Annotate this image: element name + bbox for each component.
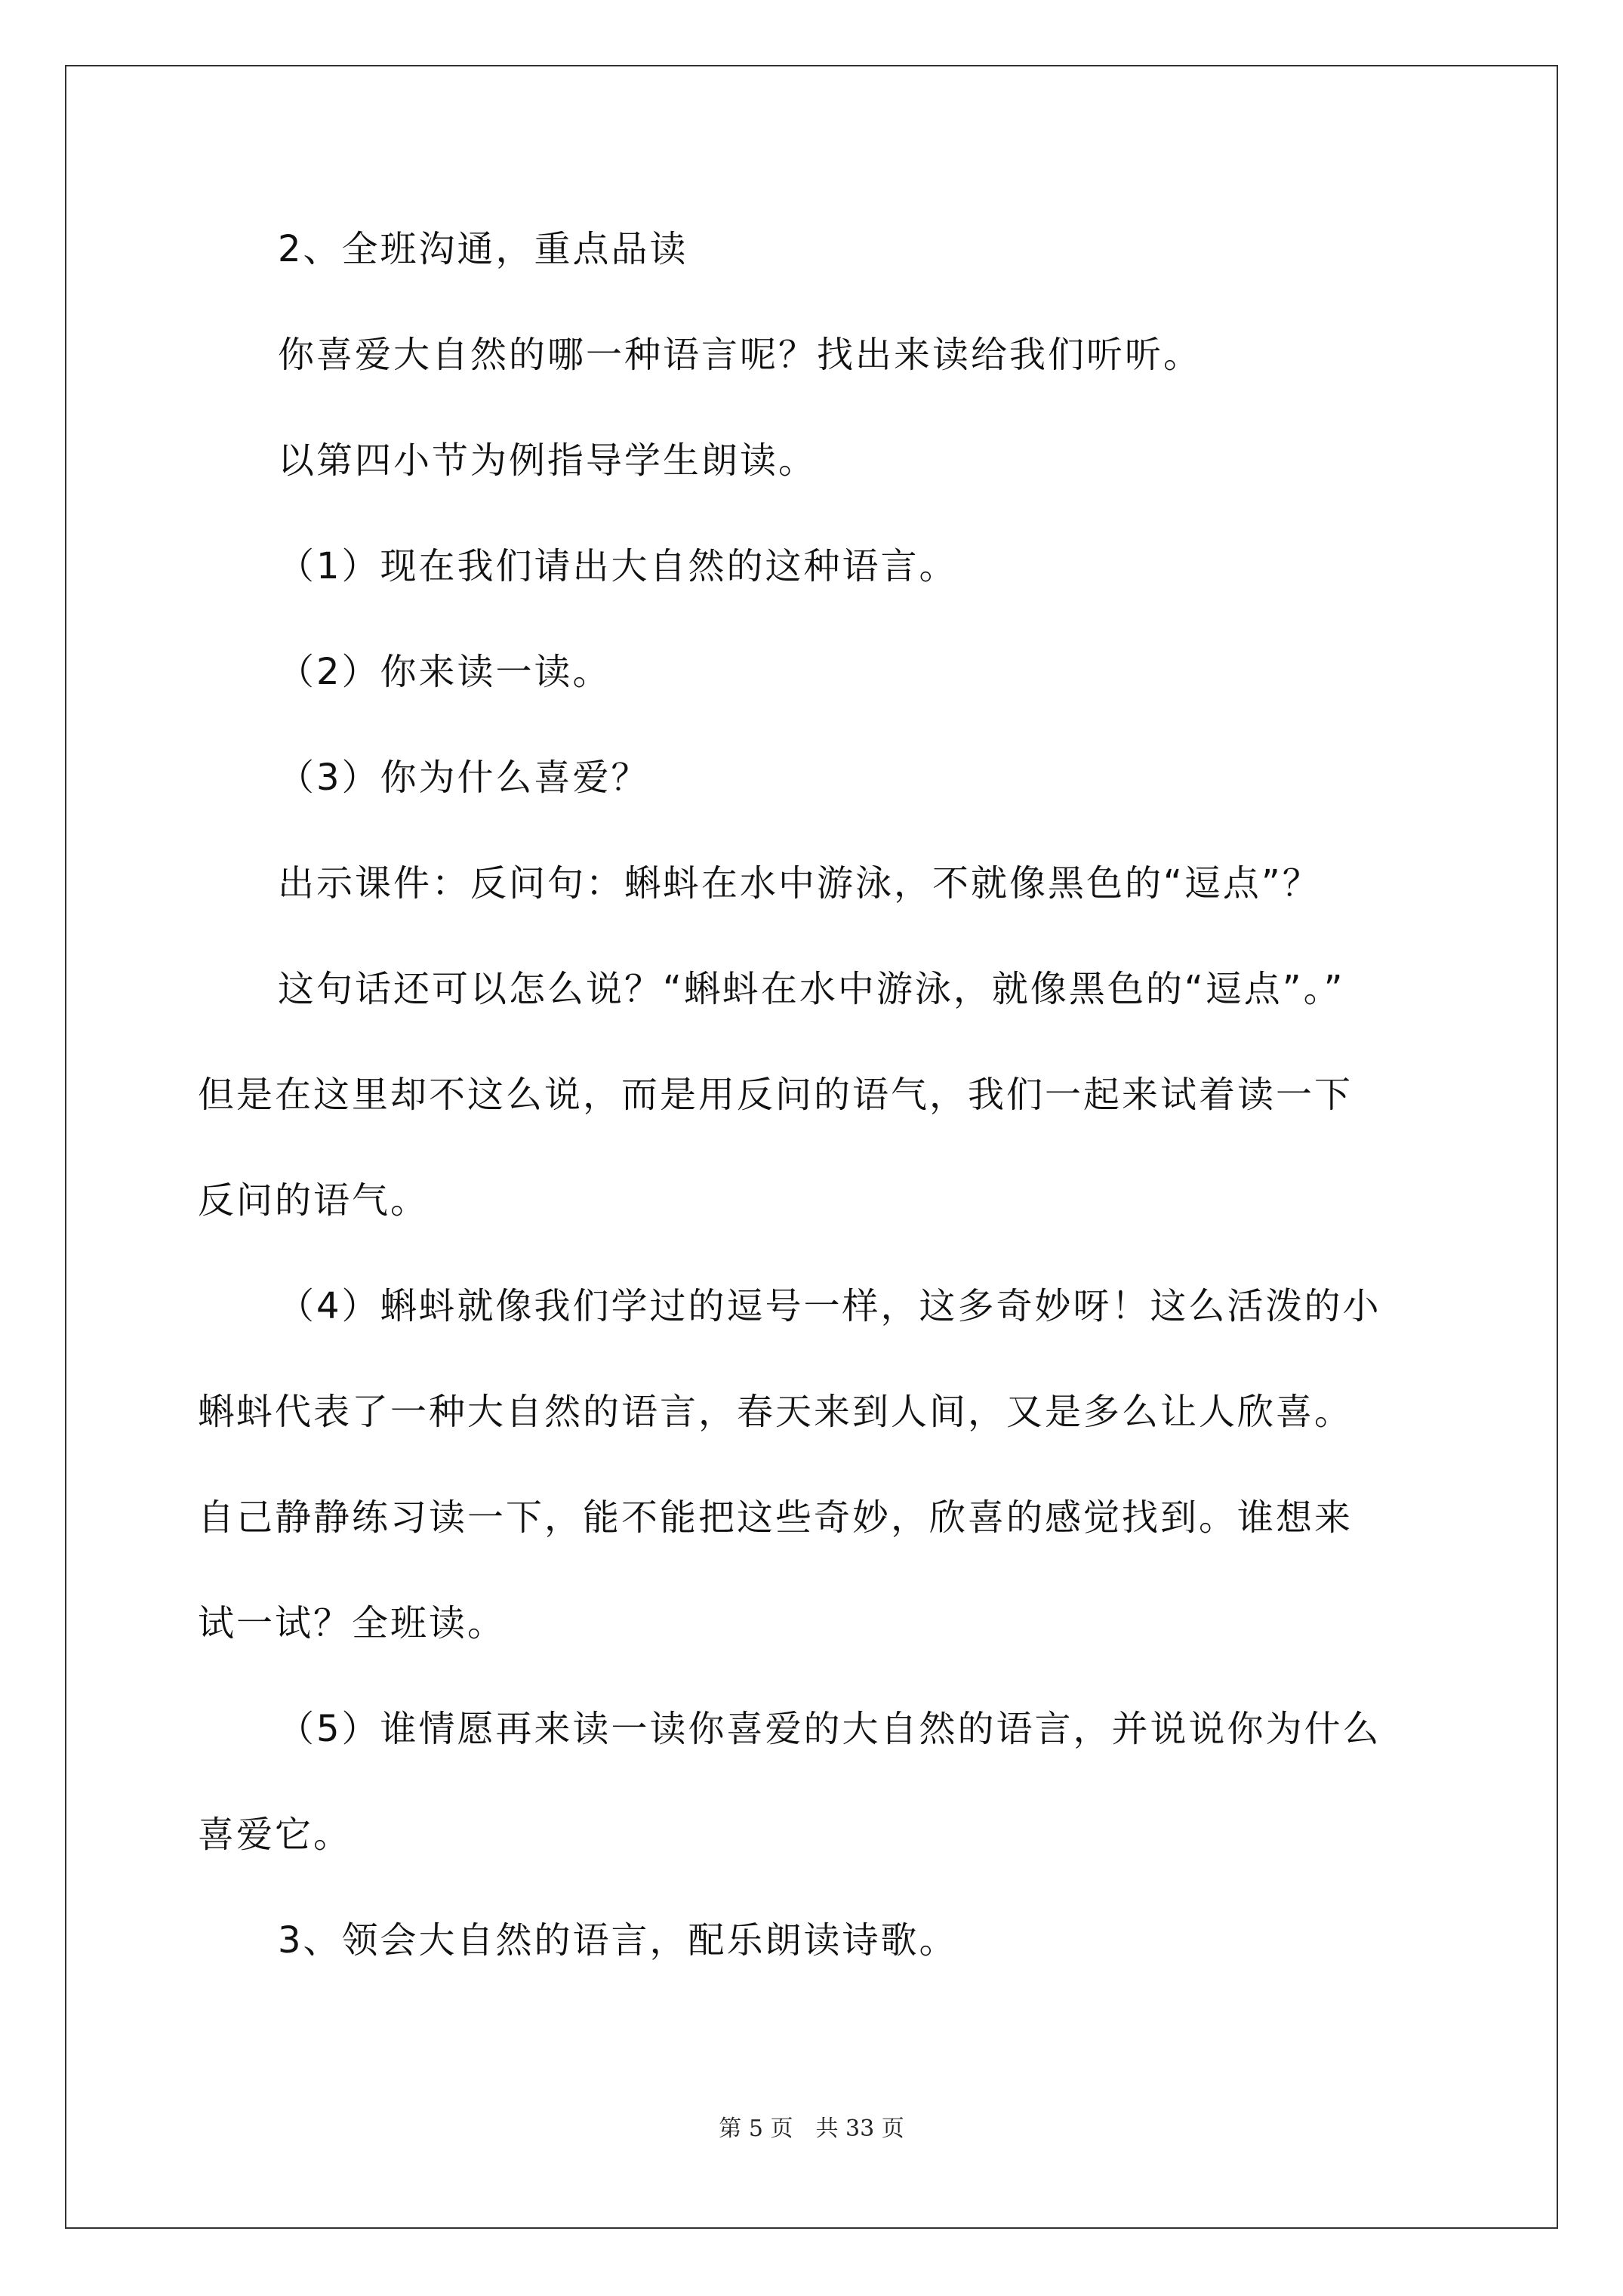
paragraph-line: （3）你为什么喜爱？	[278, 757, 650, 799]
paragraph-line: （2）你来读一读。	[278, 651, 611, 693]
paragraph-line: 喜爱它。	[198, 1814, 353, 1856]
paragraph-line: 蝌蚪代表了一种大自然的语言，春天来到人间，又是多么让人欣喜。	[198, 1391, 1354, 1433]
paragraph-line: （4）蝌蚪就像我们学过的逗号一样，这多奇妙呀！这么活泼的小	[278, 1285, 1381, 1327]
paragraph-line: （1）现在我们请出大自然的这种语言。	[278, 545, 958, 587]
page-number: 第 5 页 共 33 页	[719, 2116, 904, 2142]
paragraph-line: 自己静静练习读一下，能不能把这些奇妙，欣喜的感觉找到。谁想来	[198, 1496, 1354, 1539]
section-heading: 3、领会大自然的语言，配乐朗读诗歌。	[278, 1919, 958, 1962]
paragraph-line: 反问的语气。	[198, 1179, 430, 1222]
paragraph-line: 出示课件：反问句：蝌蚪在水中游泳，不就像黑色的“逗点”？	[278, 862, 1321, 905]
paragraph-line: （5）谁情愿再来读一读你喜爱的大自然的语言，并说说你为什么	[278, 1708, 1381, 1750]
section-heading: 2、全班沟通，重点品读	[278, 228, 688, 270]
paragraph-line: 但是在这里却不这么说，而是用反问的语气，我们一起来试着读一下	[198, 1074, 1354, 1116]
paragraph-line: 你喜爱大自然的哪一种语言呢？找出来读给我们听听。	[278, 334, 1203, 376]
paragraph-line: 试一试？全班读。	[198, 1602, 507, 1644]
paragraph-line: 这句话还可以怎么说？“蝌蚪在水中游泳，就像黑色的“逗点”。”	[278, 968, 1345, 1010]
paragraph-line: 以第四小节为例指导学生朗读。	[278, 439, 818, 482]
page-border	[65, 65, 1558, 2229]
